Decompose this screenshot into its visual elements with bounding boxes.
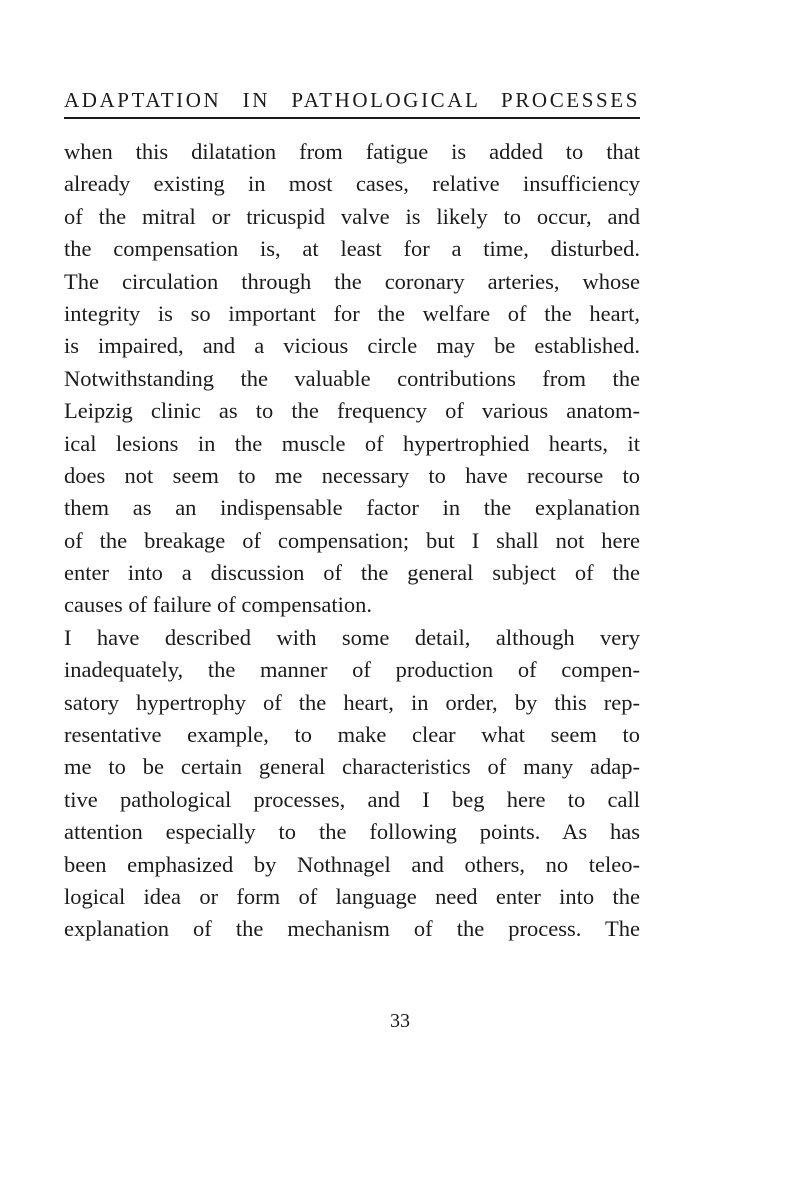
running-head: ADAPTATION IN PATHOLOGICAL PROCESSES [64,88,640,112]
text-line: of the mitral or tricuspid valve is likely to occur, and [64,203,640,229]
text-line: is impaired, and a vicious circle may be established. [64,333,640,359]
body-text [64,136,640,946]
text-line: attention especially to the following points. As has [64,819,640,845]
text-line: the compensation is, at least for a time, disturbed. [64,236,640,262]
text-line: me to be certain general characteristics of many adap- [64,754,640,780]
page-number: 33 [390,1010,410,1032]
text-line: inadequately, the manner of production of compen- [64,657,640,683]
text-line: explanation of the mechanism of the process. The [64,916,640,942]
text-line: ical lesions in the muscle of hypertrophied hearts, it [64,430,640,456]
paragraph-1 [64,136,640,622]
text-line: already existing in most cases, relative insufficiency [64,171,640,197]
text-line: resentative example, to make clear what seem to [64,722,640,748]
text-line: when this dilatation from fatigue is added to that [64,139,640,164]
text-line: Leipzig clinic as to the frequency of various anatom- [64,398,640,424]
text-line: them as an indispensable factor in the explanation [64,495,640,521]
text-line: logical idea or form of language need enter into the [64,883,640,909]
text-line: integrity is so important for the welfare of the heart, [64,300,640,326]
text-line: causes of failure of compensation. [64,592,373,618]
text-line: satory hypertrophy of the heart, in order, by this rep- [64,689,640,715]
text-line: Notwithstanding the valuable contributions from the [64,365,640,391]
text-line: tive pathological processes, and I beg here to call [64,786,640,812]
text-line: The circulation through the coronary arteries, whose [64,268,640,294]
text-line: enter into a discussion of the general subject of the [64,560,640,586]
paragraph-2 [64,622,640,946]
text-line: I have described with some detail, although very [64,624,640,650]
text-line: of the breakage of compensation; but I shall not here [64,527,640,553]
text-line: been emphasized by Nothnagel and others, no teleo- [64,851,640,877]
text-line: does not seem to me necessary to have recourse to [64,462,640,488]
header-rule [64,117,640,119]
